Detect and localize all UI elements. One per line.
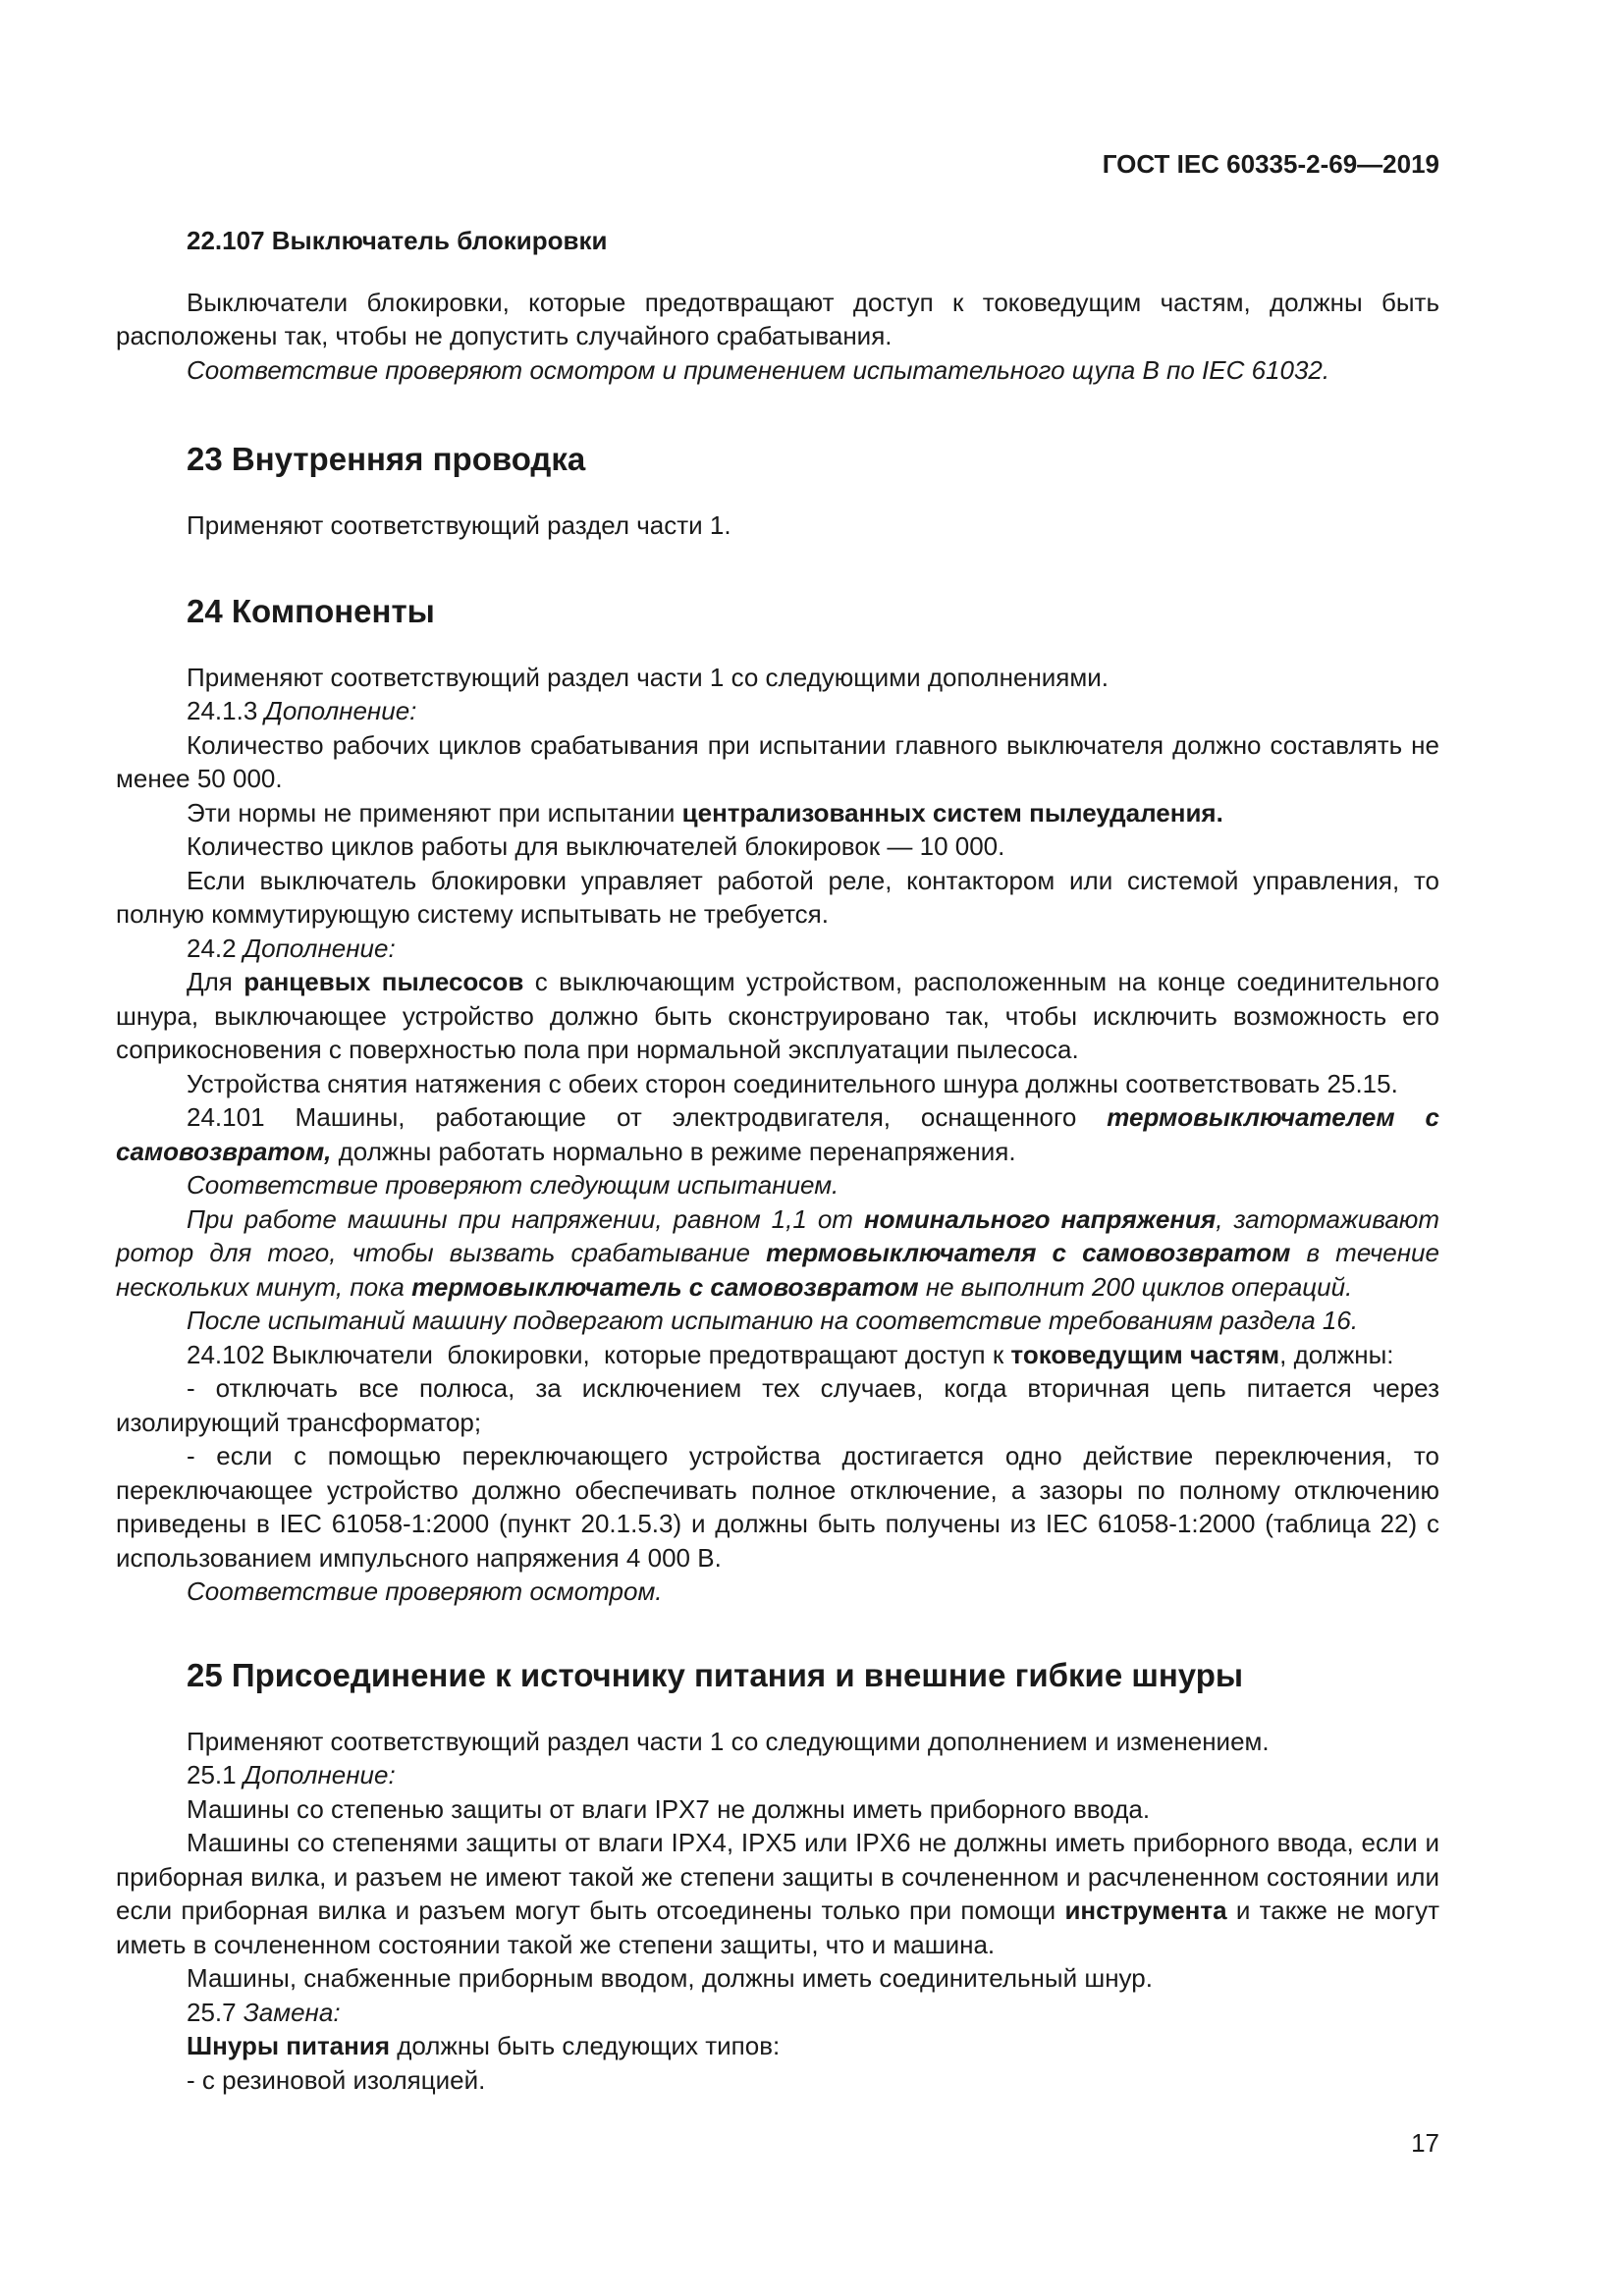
clause-24-101: [116, 1100, 1439, 1168]
clause-number: 24.1.3: [187, 696, 258, 725]
text-run: в течение нескольких минут, пока: [116, 1238, 1439, 1302]
clause-number: 25.7: [187, 1997, 237, 2027]
clause-22-107-compliance: Соответствие проверяют осмотром и применением испытательного щупа В по IEC 61032.: [187, 354, 1330, 385]
paragraph: Машины со степенью защиты от влаги IPX7 не должны иметь приборного ввода.: [187, 1793, 1151, 1824]
list-item: - с резиновой изоляцией.: [187, 2064, 486, 2095]
section-25-heading: 25 Присоединение к источнику питания и внешние гибкие шнуры: [187, 1656, 1244, 1693]
text-run: Эти нормы не применяют при испытании: [187, 797, 682, 828]
defined-term: токоведущим частям: [1010, 1339, 1280, 1369]
text-run: 24.102 Выключатели блокировки, которые предотвращают доступ к: [187, 1339, 1011, 1369]
paragraph: Машины, снабженные приборным вводом, должны иметь соединительный шнур.: [187, 1963, 1153, 1993]
section-24-intro: Применяют соответствующий раздел части 1 со следующими дополнениями.: [187, 662, 1109, 692]
defined-term: термовыключателем с самовозвратом,: [116, 1102, 1439, 1166]
compliance-statement: Соответствие проверяют следующим испытанием.: [187, 1170, 839, 1200]
paragraph: Если выключатель блокировки управляет работой реле, контактором или системой управления, то полную коммутирующую систему испытывать не требуется.: [116, 865, 1439, 929]
text-run: должны быть следующих типов:: [390, 2031, 781, 2060]
clause-24-1-3: [116, 694, 1439, 728]
clause-25-1: [116, 1758, 1439, 1792]
defined-term: Шнуры питания: [187, 2031, 390, 2060]
amendment-label: Дополнение:: [243, 933, 396, 963]
clause-24-102: [116, 1338, 1439, 1372]
clause-25-7: [116, 1996, 1439, 2030]
replacement-label: Замена:: [243, 1997, 341, 2027]
section-23-text: Применяют соответствующий раздел части 1.: [187, 510, 731, 540]
list-item: - отключать все полюса, за исключением тех случаев, когда вторичная цепь питается через изолирующий трансформатор;: [116, 1373, 1439, 1437]
paragraph: Количество циклов работы для выключателей блокировок — 10 000.: [187, 831, 1005, 861]
paragraph: Устройства снятия натяжения с обеих сторон соединительного шнура должны соответствовать 25.15.: [187, 1068, 1398, 1098]
clause-24-2: [116, 932, 1439, 966]
amendment-label: Дополнение:: [243, 1760, 396, 1789]
paragraph: Количество рабочих циклов срабатывания при испытании главного выключателя должно составлять не менее 50 000.: [116, 729, 1439, 793]
text-run: не выполнит 200 циклов операций.: [918, 1271, 1353, 1302]
clause-number: 24.2: [187, 933, 237, 963]
amendment-label: Дополнение:: [264, 696, 417, 725]
text-run: должны работать нормально в режиме перенапряжения.: [331, 1136, 1016, 1166]
text-run: Для: [187, 967, 244, 996]
clause-number: 25.1: [187, 1760, 237, 1789]
clause-22-107-text: Выключатели блокировки, которые предотвращают доступ к токоведущим частям, должны быть расположены так, чтобы не допустить случайного срабатывания.: [116, 287, 1439, 350]
defined-term: термовыключатель с самовозвратом: [411, 1271, 919, 1302]
paragraph: [116, 1826, 1439, 1961]
defined-term: ранцевых пылесосов: [244, 967, 524, 996]
text-run: и также не могут иметь в сочлененном состоянии такой же степени защиты, что и машина.: [116, 1896, 1439, 1959]
text-run: 24.101 Машины, работающие от электродвигателя, оснащенного: [187, 1102, 1108, 1132]
page-number: 17: [1411, 2128, 1439, 2158]
test-procedure: После испытаний машину подвергают испытанию на соответствие требованиям раздела 16.: [187, 1306, 1359, 1335]
text-run: При работе машины при напряжении, равном 1,1 от: [187, 1203, 864, 1234]
compliance-statement: Соответствие проверяют осмотром.: [187, 1576, 663, 1606]
defined-term: термовыключателя с самовозвратом: [766, 1238, 1291, 1267]
text-run: , затормаживают ротор для того, чтобы вызвать срабатывание: [116, 1203, 1440, 1267]
standard-designation: ГОСТ IEC 60335-2-69—2019: [1102, 149, 1439, 179]
section-24-heading: 24 Компоненты: [187, 592, 435, 629]
paragraph: [116, 2029, 1439, 2063]
text-run: Машины со степенями защиты от влаги IPX4, IPX5 или IPX6 не должны иметь приборного ввода, если и приборная вилка, и разъем не имеют такой же степени защиты в сочлененном и расчлененном состоянии или если приборная вилка и разъем могут быть отсоединены только при помощи: [116, 1828, 1439, 1925]
defined-term: централизованных систем пылеудаления.: [681, 797, 1223, 828]
clause-22-107-title: 22.107 Выключатель блокировки: [187, 226, 608, 255]
paragraph: [116, 965, 1439, 1067]
page-body: [116, 224, 1439, 2097]
text-run: с выключающим устройством, расположенным на конце соединительного шнура, выключающее устройство должно быть сконструировано так, чтобы исключить возможность его соприкосновения с поверхностью пола при нормальной эксплуатации пылесоса.: [116, 967, 1439, 1064]
document-page: [116, 0, 1439, 2296]
text-run: , должны:: [1279, 1339, 1394, 1369]
section-23-heading: 23 Внутренняя проводка: [187, 441, 586, 477]
test-procedure: [116, 1202, 1439, 1305]
defined-term: инструмента: [1064, 1896, 1227, 1925]
defined-term: номинального напряжения: [863, 1203, 1217, 1234]
list-item: - если с помощью переключающего устройства достигается одно действие переключения, то переключающее устройство должно обеспечивать полное отключение, а зазоры по полному отключению приведены в IEC 61058-1:2000 (пункт 20.1.5.3) и должны быть получены из IEC 61058-1:2000 (таблица 22) с использованием импульсного напряжения 4 000 В.: [116, 1441, 1439, 1573]
section-25-intro: Применяют соответствующий раздел части 1 со следующими дополнением и изменением.: [187, 1726, 1270, 1756]
paragraph: [116, 796, 1439, 830]
